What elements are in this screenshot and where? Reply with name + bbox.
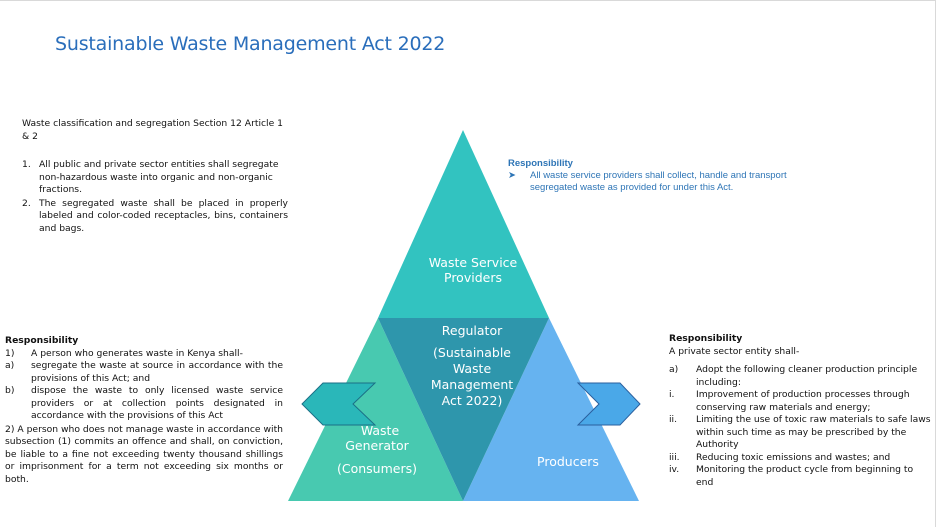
page-title: Sustainable Waste Management Act 2022 [55, 33, 446, 55]
list-number: a) [669, 364, 679, 375]
top-triangle-label-1: Waste Service [428, 255, 518, 270]
list-text: All waste service providers shall collect, handle and transport segregated waste as provided for under this Act. [530, 170, 787, 193]
left-triangle-label-2: Generator [345, 438, 409, 453]
list-item [669, 464, 931, 489]
list-number: 1. [22, 159, 31, 170]
center-triangle-label-4: Management [430, 377, 514, 392]
generator-responsibility [5, 335, 283, 486]
right-triangle-label-1: Producers [537, 454, 599, 469]
list-item [669, 452, 931, 465]
list-number: i. [669, 389, 675, 400]
list-item [5, 360, 283, 385]
list-item [669, 364, 931, 389]
left-triangle-label-3: (Consumers) [336, 461, 418, 476]
responsibility-intro: A private sector entity shall- [669, 345, 800, 357]
list-number: iv. [669, 464, 680, 475]
center-triangle-label-5: Act 2022) [441, 393, 503, 408]
list-item [669, 389, 931, 414]
responsibility-heading: Responsibility [5, 335, 79, 346]
responsibility-heading: Responsibility [508, 158, 573, 169]
list-text: Adopt the following cleaner production principle including: [696, 364, 918, 388]
list-text: Monitoring the product cycle from beginning to end [696, 464, 914, 488]
list-number: b) [5, 385, 15, 396]
list-item [5, 348, 283, 361]
list-item [5, 385, 283, 423]
list-number: iii. [669, 451, 680, 463]
top-triangle-label-2: Providers [444, 270, 502, 285]
responsibility-heading: Responsibility [669, 333, 743, 344]
list-number: a) [5, 360, 15, 371]
list-text: A person who generates waste in Kenya shall- [31, 347, 243, 359]
list-text: The segregated waste shall be placed in properly labeled and color-coded receptacles, bins, containers and bags. [39, 197, 288, 234]
list-text: Improvement of production processes through conserving raw materials and energy; [696, 389, 910, 413]
list-text: Limiting the use of toxic raw materials to safe laws within such time as may be prescribed by the Authority [696, 414, 931, 450]
list-number: 2. [22, 197, 31, 209]
list-text: Reducing toxic emissions and wastes; and [696, 451, 891, 463]
list-text: segregate the waste at source in accordance with the provisions of this Act; and [31, 360, 283, 384]
classification-heading: Waste classification and segregation Section 12 Article 1 & 2 [22, 118, 284, 142]
list-number: ii. [669, 414, 678, 425]
service-provider-responsibility [508, 158, 798, 194]
producer-responsibility [669, 333, 931, 489]
list-number: 1) [5, 347, 15, 359]
arrow-bullet-icon: ➤ [508, 170, 516, 181]
center-triangle-label-2: (Sustainable [433, 345, 511, 360]
left-triangle-label-1: Waste [360, 423, 400, 438]
list-item [508, 170, 798, 194]
center-triangle-label-1: Regulator [441, 323, 503, 338]
list-text: dispose the waste to only licensed waste service providers or at collection points designated in accordance with the provisions of this Act [31, 385, 283, 421]
list-item [669, 414, 931, 452]
center-triangle-label-3: Waste [452, 361, 492, 376]
penalty-paragraph: 2) A person who does not manage waste in accordance with subsection (1) commits an offence and shall, on conviction, be liable to a fine not exceeding twenty thousand shillings or imprisonment for a term not exceeding six months or both. [5, 423, 283, 485]
list-text: All public and private sector entities shall segregate non-hazardous waste into organic and non-organic fractions. [39, 159, 279, 195]
